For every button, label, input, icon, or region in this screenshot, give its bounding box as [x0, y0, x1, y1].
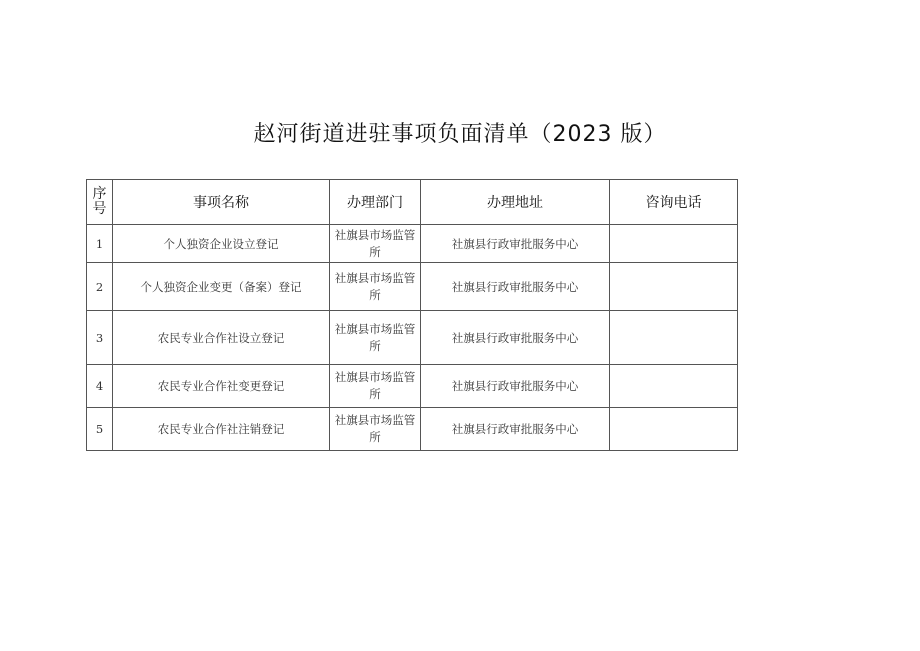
cell-department: 社旗县市场监管所: [330, 311, 421, 365]
table-row: [87, 408, 738, 451]
cell-phone: [610, 365, 738, 408]
cell-department: 社旗县市场监管所: [330, 365, 421, 408]
table-header-row: [87, 180, 738, 225]
table-row: [87, 263, 738, 311]
cell-address: 社旗县行政审批服务中心: [421, 311, 610, 365]
cell-seq: 4: [87, 365, 113, 408]
header-department: 办理部门: [330, 180, 421, 225]
cell-item-name: 农民专业合作社变更登记: [113, 365, 330, 408]
cell-address: 社旗县行政审批服务中心: [421, 225, 610, 263]
cell-seq: 5: [87, 408, 113, 451]
header-item-name: 事项名称: [113, 180, 330, 225]
cell-item-name: 个人独资企业设立登记: [113, 225, 330, 263]
page-title: 赵河街道进驻事项负面清单（2023 版）: [253, 122, 667, 147]
cell-item-name: 个人独资企业变更（备案）登记: [113, 263, 330, 311]
cell-item-name: 农民专业合作社设立登记: [113, 311, 330, 365]
cell-address: 社旗县行政审批服务中心: [421, 408, 610, 451]
cell-department: 社旗县市场监管所: [330, 225, 421, 263]
header-phone: 咨询电话: [610, 180, 738, 225]
table-row: [87, 225, 738, 263]
cell-department: 社旗县市场监管所: [330, 263, 421, 311]
cell-department: 社旗县市场监管所: [330, 408, 421, 451]
cell-item-name: 农民专业合作社注销登记: [113, 408, 330, 451]
cell-phone: [610, 311, 738, 365]
cell-phone: [610, 408, 738, 451]
cell-phone: [610, 225, 738, 263]
cell-address: 社旗县行政审批服务中心: [421, 365, 610, 408]
cell-phone: [610, 263, 738, 311]
table-row: [87, 311, 738, 365]
cell-seq: 3: [87, 311, 113, 365]
negative-list-table: [86, 179, 738, 451]
cell-seq: 2: [87, 263, 113, 311]
header-seq: 序 号: [87, 180, 113, 225]
cell-address: 社旗县行政审批服务中心: [421, 263, 610, 311]
table-row: [87, 365, 738, 408]
header-address: 办理地址: [421, 180, 610, 225]
cell-seq: 1: [87, 225, 113, 263]
